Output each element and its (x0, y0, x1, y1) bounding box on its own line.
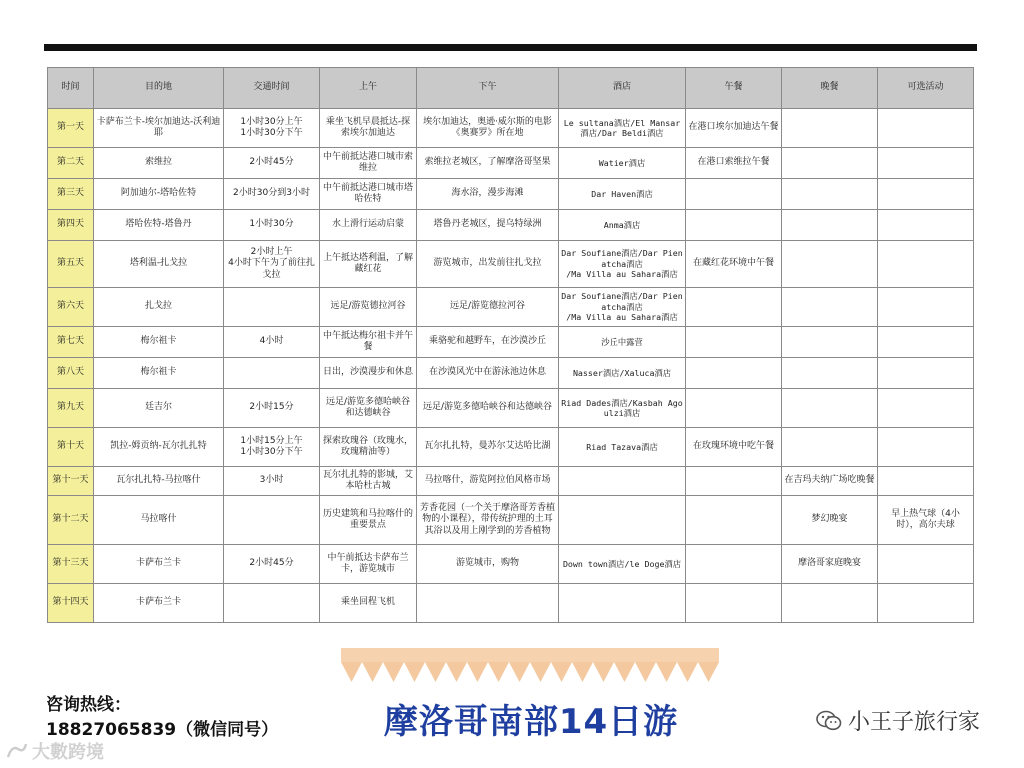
table-cell: 游览城市，出发前往扎戈拉 (417, 241, 559, 288)
zigzag-triangle (614, 662, 635, 682)
table-cell: 马拉喀什，游览阿拉伯风格市场 (417, 467, 559, 496)
table-row (48, 389, 974, 428)
day-cell: 第三天 (48, 179, 94, 210)
table-cell: 远足/游览多德哈峡谷和达德峡谷 (320, 389, 417, 428)
table-cell: Nasser酒店/Xaluca酒店 (559, 358, 686, 389)
table-cell: 乘骆驼和越野车，在沙漠沙丘 (417, 327, 559, 358)
table-cell (782, 288, 878, 327)
day-cell: 第五天 (48, 241, 94, 288)
day-cell: 第九天 (48, 389, 94, 428)
table-cell (686, 389, 782, 428)
table-cell: 瓦尔扎扎特，曼苏尔艾达哈比湖 (417, 428, 559, 467)
table-cell (782, 428, 878, 467)
table-cell (878, 210, 974, 241)
table-cell: 梦幻晚宴 (782, 496, 878, 545)
table-cell (878, 288, 974, 327)
table-cell: 埃尔加迪达，奥逊·威尔斯的电影《奥赛罗》所在地 (417, 109, 559, 148)
table-row (48, 327, 974, 358)
table-cell: 索维拉老城区，了解摩洛哥坚果 (417, 148, 559, 179)
zigzag-triangle (446, 662, 467, 682)
table-cell: 卡萨布兰卡-埃尔加迪达-沃利迪耶 (94, 109, 224, 148)
table-cell: 上午抵达塔利温，了解藏红花 (320, 241, 417, 288)
day-cell: 第十一天 (48, 467, 94, 496)
table-cell: 塔鲁丹老城区，提乌特绿洲 (417, 210, 559, 241)
zigzag-triangle (341, 662, 362, 682)
table-cell (782, 179, 878, 210)
zigzag-triangle (383, 662, 404, 682)
table-cell: 水上滑行运动启蒙 (320, 210, 417, 241)
table-row (48, 358, 974, 389)
table-cell (782, 241, 878, 288)
table-cell: 1小时30分上午 1小时30分下午 (224, 109, 320, 148)
table-cell: 在港口索维拉午餐 (686, 148, 782, 179)
table-cell: 在玫瑰环境中吃午餐 (686, 428, 782, 467)
table-cell: 远足/游览德拉河谷 (417, 288, 559, 327)
zigzag-triangle (488, 662, 509, 682)
table-cell (686, 358, 782, 389)
table-cell (782, 389, 878, 428)
table-cell (686, 584, 782, 623)
table-cell: 海水浴，漫步海滩 (417, 179, 559, 210)
day-cell: 第十三天 (48, 545, 94, 584)
brand-name: 小王子旅行家 (848, 710, 981, 735)
brand (816, 705, 980, 736)
table-row (48, 467, 974, 496)
table-cell (782, 327, 878, 358)
watermark-text: 大數跨境 (32, 742, 104, 763)
zigzag-triangle (425, 662, 446, 682)
zigzag-triangle (698, 662, 719, 682)
table-cell: Le sultana酒店/El Mansar酒店/Dar Beldi酒店 (559, 109, 686, 148)
zigzag-triangle (656, 662, 677, 682)
column-header: 上午 (320, 68, 417, 109)
table-cell: 塔利温-扎戈拉 (94, 241, 224, 288)
day-cell: 第六天 (48, 288, 94, 327)
table-cell: 瓦尔扎扎特-马拉喀什 (94, 467, 224, 496)
table-row (48, 288, 974, 327)
table-cell: 中午前抵达港口城市塔哈佐特 (320, 179, 417, 210)
table-cell (878, 584, 974, 623)
table-cell: 乘坐回程飞机 (320, 584, 417, 623)
zigzag-triangle (593, 662, 614, 682)
table-cell: 沙丘中露营 (559, 327, 686, 358)
table-cell (559, 584, 686, 623)
table-cell (878, 428, 974, 467)
table-row (48, 545, 974, 584)
table-cell (686, 545, 782, 584)
table-cell: 游览城市，购物 (417, 545, 559, 584)
table-cell: 在沙漠风光中在游泳池边休息 (417, 358, 559, 389)
table-cell: Dar Soufiane酒店/Dar Pienatcha酒店 /Ma Villa au Sahara酒店 (559, 241, 686, 288)
zigzag-triangle (677, 662, 698, 682)
table-row (48, 496, 974, 545)
table-cell: 在港口埃尔加迪达午餐 (686, 109, 782, 148)
table-cell: 探索玫瑰谷（玫瑰水，玫瑰精油等） (320, 428, 417, 467)
day-cell: 第七天 (48, 327, 94, 358)
table-cell: 2小时上午 4小时下午为了前往扎戈拉 (224, 241, 320, 288)
table-cell (782, 210, 878, 241)
table-cell (224, 288, 320, 327)
table-cell (224, 584, 320, 623)
day-cell: 第二天 (48, 148, 94, 179)
table-cell: 廷吉尔 (94, 389, 224, 428)
table-cell (782, 109, 878, 148)
table-cell: 塔哈佐特-塔鲁丹 (94, 210, 224, 241)
zigzag-decoration (341, 648, 719, 684)
table-cell: 卡萨布兰卡 (94, 545, 224, 584)
table-row (48, 179, 974, 210)
table-cell (686, 288, 782, 327)
table-cell: 2小时15分 (224, 389, 320, 428)
table-cell: Dar Soufiane酒店/Dar Pienatcha酒店 /Ma Villa au Sahara酒店 (559, 288, 686, 327)
table-cell: Down town酒店/le Doge酒店 (559, 545, 686, 584)
table-cell: 1小时15分上午 1小时30分下午 (224, 428, 320, 467)
zigzag-triangle (404, 662, 425, 682)
table-cell: 马拉喀什 (94, 496, 224, 545)
day-cell: 第四天 (48, 210, 94, 241)
table-cell (782, 584, 878, 623)
table-cell: Watier酒店 (559, 148, 686, 179)
table-cell: 中午前抵达卡萨布兰卡，游览城市 (320, 545, 417, 584)
table-cell: 远足/游览多德哈峡谷和达德峡谷 (417, 389, 559, 428)
table-cell: 在藏红花环境中午餐 (686, 241, 782, 288)
table-cell: Anma酒店 (559, 210, 686, 241)
day-cell: 第十二天 (48, 496, 94, 545)
table-cell: 卡萨布兰卡 (94, 584, 224, 623)
zigzag-triangle (467, 662, 488, 682)
table-cell (686, 210, 782, 241)
table-cell: 2小时45分 (224, 545, 320, 584)
column-header: 午餐 (686, 68, 782, 109)
table-cell: Dar Haven酒店 (559, 179, 686, 210)
contact-block (46, 693, 278, 743)
table-cell: 梅尔祖卡 (94, 358, 224, 389)
table-cell: 早上热气球（4小时），高尔夫球 (878, 496, 974, 545)
table-cell: 远足/游览德拉河谷 (320, 288, 417, 327)
table-cell: 2小时45分 (224, 148, 320, 179)
column-header: 可选活动 (878, 68, 974, 109)
table-cell (878, 358, 974, 389)
table-cell (686, 467, 782, 496)
table-row (48, 428, 974, 467)
day-cell: 第一天 (48, 109, 94, 148)
page-title: 摩洛哥南部14日游 (383, 702, 679, 742)
table-row (48, 210, 974, 241)
table-cell (686, 179, 782, 210)
table-cell: 梅尔祖卡 (94, 327, 224, 358)
table-cell (686, 327, 782, 358)
day-cell: 第十天 (48, 428, 94, 467)
table-cell: 乘坐飞机早晨抵达-探索埃尔加迪达 (320, 109, 417, 148)
table-row (48, 148, 974, 179)
column-header: 交通时间 (224, 68, 320, 109)
table-cell (878, 179, 974, 210)
logo-mark-icon (6, 741, 28, 761)
table-cell: 在吉玛夫纳广场吃晚餐 (782, 467, 878, 496)
zigzag-triangle (362, 662, 383, 682)
table-row (48, 241, 974, 288)
table-cell (878, 148, 974, 179)
table-cell: 历史建筑和马拉喀什的重要景点 (320, 496, 417, 545)
table-cell: 4小时 (224, 327, 320, 358)
column-header: 时间 (48, 68, 94, 109)
table-cell (782, 148, 878, 179)
zigzag-triangle (530, 662, 551, 682)
table-cell (878, 389, 974, 428)
top-rule (44, 44, 977, 51)
table-cell: 1小时30分 (224, 210, 320, 241)
table-cell: 凯拉-姆贡纳-瓦尔扎扎特 (94, 428, 224, 467)
table-cell (559, 467, 686, 496)
contact-label: 咨询热线： (46, 695, 131, 715)
day-cell: 第十四天 (48, 584, 94, 623)
table-cell: 2小时30分到3小时 (224, 179, 320, 210)
column-header: 目的地 (94, 68, 224, 109)
table-cell (686, 496, 782, 545)
table-cell: 摩洛哥家庭晚宴 (782, 545, 878, 584)
table-cell: 中午抵达梅尔祖卡并午餐 (320, 327, 417, 358)
table-cell (417, 584, 559, 623)
zigzag-triangle (509, 662, 530, 682)
table-cell: 瓦尔扎扎特的影城，艾本哈杜古城 (320, 467, 417, 496)
zigzag-triangle (635, 662, 656, 682)
table-cell (878, 545, 974, 584)
table-cell (782, 358, 878, 389)
table-cell: 索维拉 (94, 148, 224, 179)
table-body (48, 109, 974, 623)
watermark (6, 738, 104, 764)
table-cell: 扎戈拉 (94, 288, 224, 327)
contact-phone: 18827065839（微信同号） (46, 720, 279, 740)
column-header: 酒店 (559, 68, 686, 109)
table-cell (878, 467, 974, 496)
table-row (48, 584, 974, 623)
table-cell (224, 496, 320, 545)
table-cell: 阿加迪尔-塔哈佐特 (94, 179, 224, 210)
table-cell: 日出，沙漠漫步和休息 (320, 358, 417, 389)
zigzag-triangle (572, 662, 593, 682)
column-header: 晚餐 (782, 68, 878, 109)
table-row (48, 109, 974, 148)
table-cell (878, 109, 974, 148)
table-cell (559, 496, 686, 545)
table-cell: 中午前抵达港口城市索维拉 (320, 148, 417, 179)
day-cell: 第八天 (48, 358, 94, 389)
table-cell: 芳香花园（一个关于摩洛哥芳香植物的小课程），带传统护理的土耳其浴以及用上刚学到的芳香植物 (417, 496, 559, 545)
wechat-icon (816, 710, 842, 732)
table-header-row (48, 68, 974, 109)
table-cell: Riad Tazava酒店 (559, 428, 686, 467)
itinerary-table (47, 67, 974, 623)
table-cell: Riad Dades酒店/Kasbah Agoulzi酒店 (559, 389, 686, 428)
zigzag-triangle (551, 662, 572, 682)
table-cell (878, 327, 974, 358)
column-header: 下午 (417, 68, 559, 109)
table-cell: 3小时 (224, 467, 320, 496)
table-cell (224, 358, 320, 389)
table-cell (878, 241, 974, 288)
